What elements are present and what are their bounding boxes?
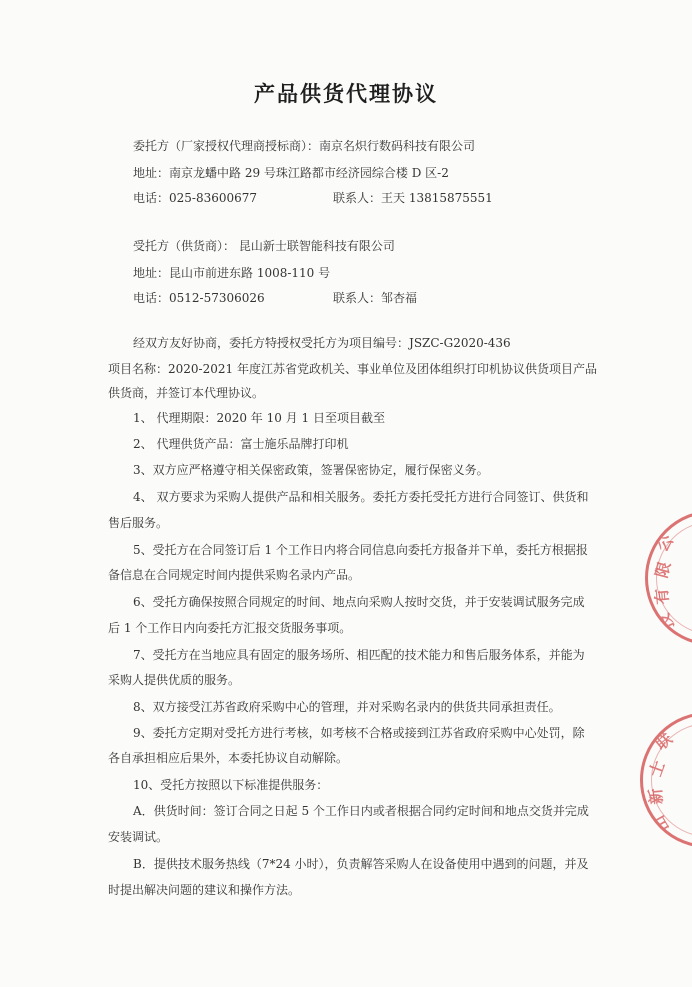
company-seal-top	[645, 510, 692, 646]
agent-line: 受托方（供货商）： 昆山新士联智能科技有限公司	[133, 239, 395, 253]
company-seal-bottom	[640, 712, 692, 848]
item-10: 10、受托方按照以下标准提供服务：	[133, 778, 329, 792]
item-2: 2、 代理供货产品：富士施乐品牌打印机	[133, 437, 349, 451]
intro-line-3: 供货商，并签订本代理协议。	[108, 386, 265, 400]
item-4-line-2: 售后服务。	[108, 516, 169, 530]
item-5-line-1: 5、受托方在合同签订后 1 个工作日内将合同信息向委托方报备并下单，委托方根据报	[133, 543, 588, 557]
item-4-line-1: 4、 双方要求为采购人提供产品和相关服务。委托方委托受托方进行合同签订、供货和	[133, 490, 589, 504]
document-title: 产品供货代理协议	[254, 82, 438, 106]
item-1: 1、 代理期限：2020 年 10 月 1 日至项目截至	[133, 411, 385, 425]
item-8: 8、双方接受江苏省政府采购中心的管理，并对采购名录内的供货共同承担责任。	[133, 700, 561, 714]
seal-text-top-2: 限	[651, 559, 675, 580]
client-line: 委托方（厂家授权代理商授标商）：南京名炽行数码科技有限公司	[133, 139, 476, 153]
client-contact: 联系人：王天 13815875551	[333, 191, 493, 205]
item-6-line-2: 后 1 个工作日内向委托方汇报交货服务事项。	[108, 621, 352, 635]
agent-contact: 联系人：邹杏福	[333, 291, 418, 305]
seal-text-top-3: 有	[651, 587, 673, 606]
item-3: 3、双方应严格遵守相关保密政策，签署保密协定，履行保密义务。	[133, 463, 489, 477]
seal-text-top-4: 技	[653, 610, 678, 634]
agent-phone: 电话：0512-57306026	[133, 291, 265, 305]
item-a-line-2: 安装调试。	[108, 830, 169, 844]
client-phone: 电话：025-83600677	[133, 191, 258, 205]
item-7-line-1: 7、受托方在当地应具有固定的服务场所、相匹配的技术能力和售后服务体系，并能为	[133, 648, 585, 662]
item-b-line-2: 时提出解决问题的建议和操作方法。	[108, 883, 301, 897]
item-b-line-1: B．提供技术服务热线（7*24 小时），负责解答采购人在设备使用中遇到的问题，并及	[133, 857, 589, 871]
seal-text-bottom-4: 山	[648, 812, 674, 836]
item-6-line-1: 6、受托方确保按照合同规定的时间、地点向采购人按时交货，并于安装调试服务完成	[133, 595, 585, 609]
item-5-line-2: 备信息在合同规定时间内提供采购名录内产品。	[108, 568, 361, 582]
seal-text-bottom-2: 士	[645, 758, 669, 780]
seal-text-bottom: 联	[651, 728, 676, 754]
item-a-line-1: A．供货时间：签订合同之日起 5 个工作日内或者根据合同约定时间和地点交货并完成	[133, 804, 589, 818]
seal-text-bottom-3: 新	[645, 787, 667, 806]
item-9-line-1: 9、委托方定期对受托方进行考核，如考核不合格或接到江苏省政府采购中心处罚，除	[133, 726, 585, 740]
intro-line-2: 项目名称：2020-2021 年度江苏省党政机关、事业单位及团体组织打印机协议供货项目产品	[108, 362, 597, 376]
agent-address: 地址：昆山市前进东路 1008-110 号	[133, 266, 331, 280]
item-7-line-2: 采购人提供优质的服务。	[108, 673, 241, 687]
client-address: 地址：南京龙蟠中路 29 号珠江路都市经济园综合楼 D 区-2	[133, 166, 449, 180]
intro-line-1: 经双方友好协商，委托方特授权受托方为项目编号：JSZC-G2020-436	[133, 336, 511, 350]
item-9-line-2: 各自承担相应后果外，本委托协议自动解除。	[108, 751, 349, 765]
seal-text-top: 公	[652, 531, 678, 556]
